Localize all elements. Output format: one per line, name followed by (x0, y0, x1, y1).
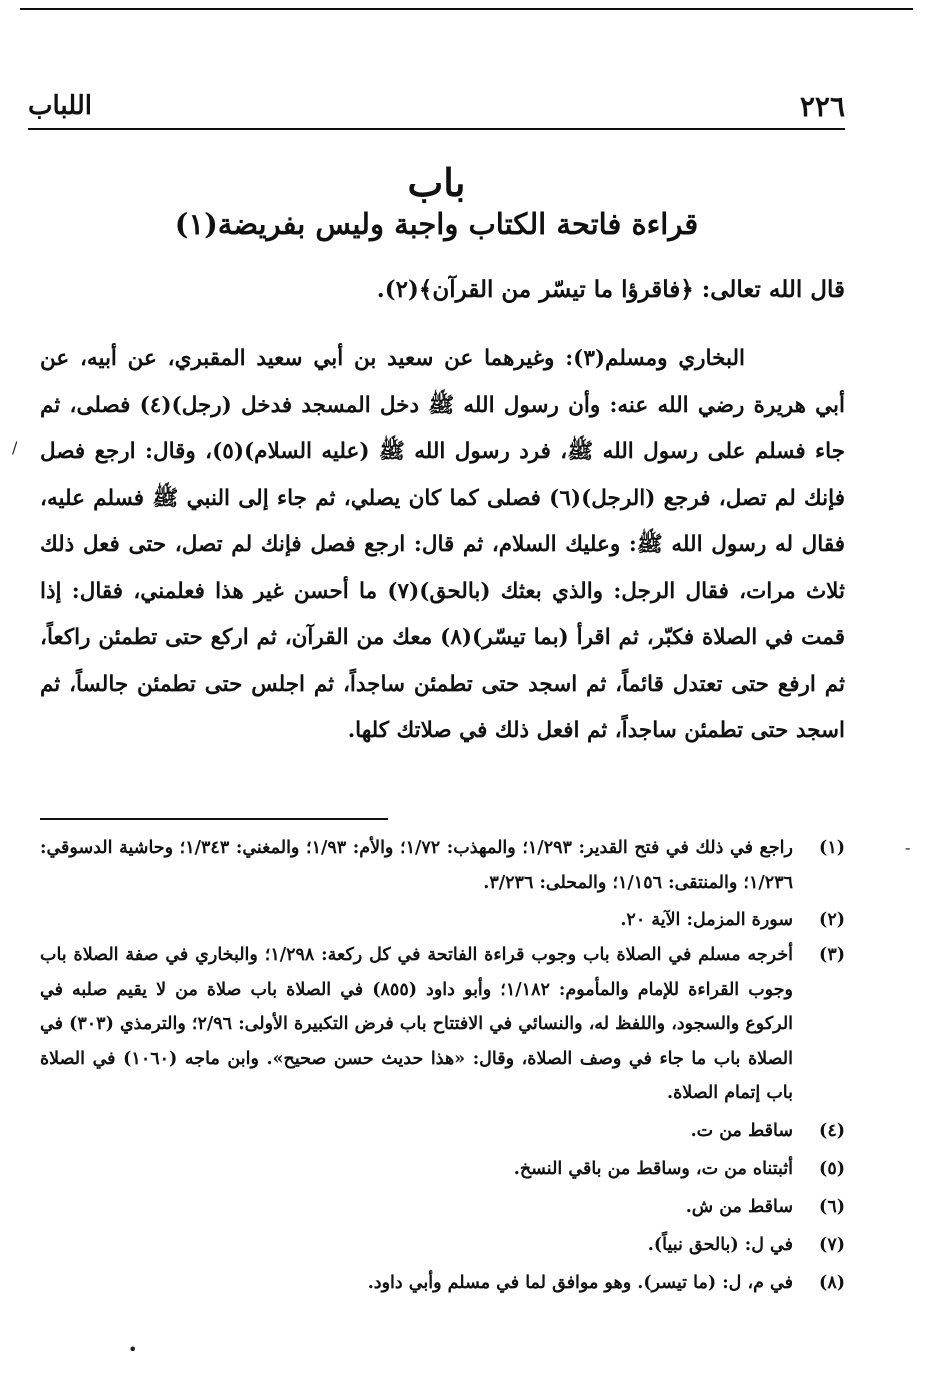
footnote-number: (١) (819, 838, 845, 858)
footnote-number: (٧) (819, 1234, 845, 1255)
footnote-item (40, 938, 845, 1111)
footnote-number: (٢) (819, 910, 845, 930)
hadith-paragraph: البخاري ومسلم(٣): وغيرهما عن سعيد بن أبي سعيد المقبري، عن أبيه، عن أبي هريرة رضي الله عنه: وأن رسول الله ﷺ دخل المسجد فدخل (رجل)(٤) فصلى، ثم جاء فسلم على رسول الله ﷺ، فرد رسول الله ﷺ (عليه السلام)(٥)، وقال: ارجع فصل فإنك لم تصل، فرجع (الرجل)(٦) فصلى كما كان يصلي، ثم جاء إلى النبي ﷺ فسلم عليه، فقال له رسول الله ﷺ: وعليك السلام، ثم قال: ارجع فصل فإنك لم تصل، حتى فعل ذلك ثلاث مرات، فقال الرجل: والذي بعثك (بالحق)(٧) ما أحسن غير هذا فعلمني، فقال: إذا قمت في الصلاة فكبّر، ثم اقرأ (بما تيسّر)(٨) معك من القرآن، ثم اركع حتى تطمئن راكعاً، ثم ارفع حتى تعتدل قائماً، ثم اسجد حتى تطمئن ساجداً، ثم اجلس حتى تطمئن جالساً، ثم اسجد حتى تطمئن ساجداً، ثم افعل ذلك في صلاتك كلها. (40, 346, 845, 743)
footnote-separator (40, 818, 388, 820)
footnote-item (40, 831, 845, 900)
footnote-number: (٣) (819, 945, 845, 965)
chapter-title: قراءة فاتحة الكتاب واجبة وليس بفريضة(١) (174, 207, 699, 241)
quran-verse: قال الله تعالى: ﴿فاقرؤا ما تيسّر من القرآن﴾(٢). (376, 276, 845, 303)
top-border-rule (20, 8, 913, 10)
footnote-number: (٤) (819, 1120, 845, 1141)
page-number: ٢٢٦ (799, 89, 845, 123)
chapter-label: باب (407, 160, 466, 205)
footnote-item (40, 1113, 845, 1149)
running-title: اللباب (28, 91, 92, 121)
footnote-text: أخرجه مسلم في الصلاة باب وجوب قراءة الفاتحة في كل ركعة: ١/٢٩٨؛ والبخاري في صفة الصلاة باب وجوب القراءة للإمام والمأموم: ١/١٨٢؛ وأبو داود (٨٥٥) في الصلاة باب صلاة من لا يقيم صلبه في الركوع والسجود، واللفظ له، والنسائي في الافتتاح باب فرض التكبيرة الأولى: ٢/٩٦؛ والترمذي (٣٠٣) في الصلاة باب ما جاء في وصف الصلاة، وقال: «هذا حديث حسن صحيح». وابن ماجه (١٠٦٠) في الصلاة باب إتمام الصلاة. (40, 945, 794, 1103)
margin-speck: - (905, 838, 911, 857)
footnote-item (40, 1189, 845, 1225)
footnote-text: ساقط من ش. (685, 1196, 793, 1217)
footnote-text: سورة المزمل: الآية ٢٠. (620, 910, 793, 930)
footnote-text: أثبتناه من ت، وساقط من باقي النسخ. (513, 1158, 793, 1179)
page-header (28, 84, 845, 130)
footnotes-list (40, 831, 845, 1301)
footnote-item (40, 1227, 845, 1263)
footnote-text: في ل: (بالحق نبياً). (647, 1234, 793, 1255)
footnote-text: في م، ل: (ما تيسر). وهو موافق لما في مسلم وأبي داود. (367, 1272, 793, 1293)
footnote-number: (٨) (819, 1272, 845, 1293)
footnote-number: (٥) (819, 1158, 845, 1179)
footnote-text: راجع في ذلك في فتح القدير: ١/٢٩٣؛ والمهذب: ١/٧٢؛ والأم: ١/٩٣؛ والمغني: ١/٣٤٣؛ وحاشية الدسوقي: ١/٢٣٦؛ والمنتقى: ١/١٥٦؛ والمحلى: ٣/٢٣٦. (40, 838, 793, 893)
footnote-item (40, 902, 845, 938)
footnote-item (40, 1265, 845, 1301)
footnote-number: (٦) (819, 1196, 845, 1217)
margin-speck: • (128, 1340, 138, 1359)
footnote-text: ساقط من ت. (690, 1120, 793, 1141)
margin-speck: / (12, 438, 18, 457)
footnote-item (40, 1151, 845, 1187)
